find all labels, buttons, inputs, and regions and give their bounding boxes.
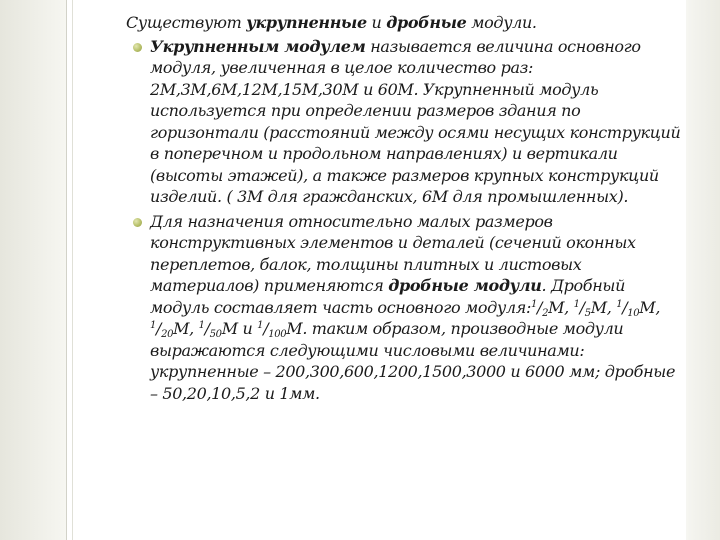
intro-text: и (366, 13, 387, 32)
intro-bold-term: укрупненные (246, 13, 367, 32)
bullet-marker-icon (133, 43, 142, 52)
fraction-suffix: М. (286, 319, 312, 338)
fraction-suffix: М, (639, 297, 661, 317)
fraction-denominator: 5 (584, 307, 591, 319)
slide-body (126, 12, 686, 407)
intro-text: модули. (466, 13, 537, 32)
bullet-text: Для назначения относительно малых размеров конструктивных элементов и деталей (сечений оконных переплетов, балок, толщины плитных и листовых материалов) применяются (150, 211, 636, 295)
intro-bold-term: дробные (386, 13, 467, 32)
fraction-suffix: М, (548, 297, 574, 317)
bullet-item-fractional-modules (126, 211, 686, 405)
fraction-numerator: 1 (150, 320, 157, 331)
intro-text: Существуют (126, 13, 247, 32)
fraction-suffix: М и (221, 319, 258, 338)
fraction-numerator: 1 (198, 320, 205, 331)
fraction-numerator: 1 (531, 298, 538, 310)
bold-term: дробные модули (388, 276, 542, 295)
fraction-denominator: 20 (161, 329, 174, 340)
bullet-item-large-modules (126, 36, 686, 208)
fraction-denominator: 2 (542, 307, 549, 319)
fraction: $^1/_{50}М$ и (198, 319, 258, 340)
fraction-denominator: 10 (627, 307, 640, 319)
fraction: $^1/_{20}М$, (150, 319, 199, 340)
intro-line (126, 12, 686, 34)
fraction: $^1/_{10}М$, (616, 297, 661, 319)
fraction: $^1/_{100}М$. (257, 319, 312, 340)
fraction-numerator: 1 (616, 298, 623, 310)
fraction-suffix: М, (590, 297, 617, 317)
bold-term: Укрупненным модулем (150, 36, 366, 56)
left-decorative-frame (0, 0, 66, 540)
fraction-suffix: М, (173, 319, 199, 338)
bullet-text: называется величина основного модуля, увеличенная в целое количество раз: 2М,3М,6М,12М,15М,30М и 60М. Укрупненный модуль используется при определении размеров здания по горизонтали (расстояний между осями несущих конструкций в поперечном и продольном направлениях) и вертикали (высоты этажей), а также размеров крупных конструкций изделий. ( 3М для гражданских, 6М для промышленных). (150, 36, 681, 206)
bullet-text: . Дробный модуль составляет часть основного модуля: (150, 276, 626, 317)
fraction-numerator: 1 (257, 320, 264, 331)
fraction-numerator: 1 (573, 298, 580, 310)
fraction: $^1/_5М$, (573, 297, 617, 319)
frame-rule (66, 0, 67, 540)
fraction-denominator: 100 (268, 329, 287, 340)
frame-rule (72, 0, 73, 540)
bullet-text: таким образом, производные модули выражаются следующими числовыми величинами: укрупненные – 200,300,600,1200,1500,3000 и 6000 мм; дробные – 50,20,10,5,2 и 1мм. (150, 319, 676, 403)
bullet-marker-icon (133, 218, 142, 227)
fraction: $^1/_2М$, (531, 297, 574, 319)
bullet-list (126, 36, 686, 405)
fraction-denominator: 50 (209, 329, 222, 340)
